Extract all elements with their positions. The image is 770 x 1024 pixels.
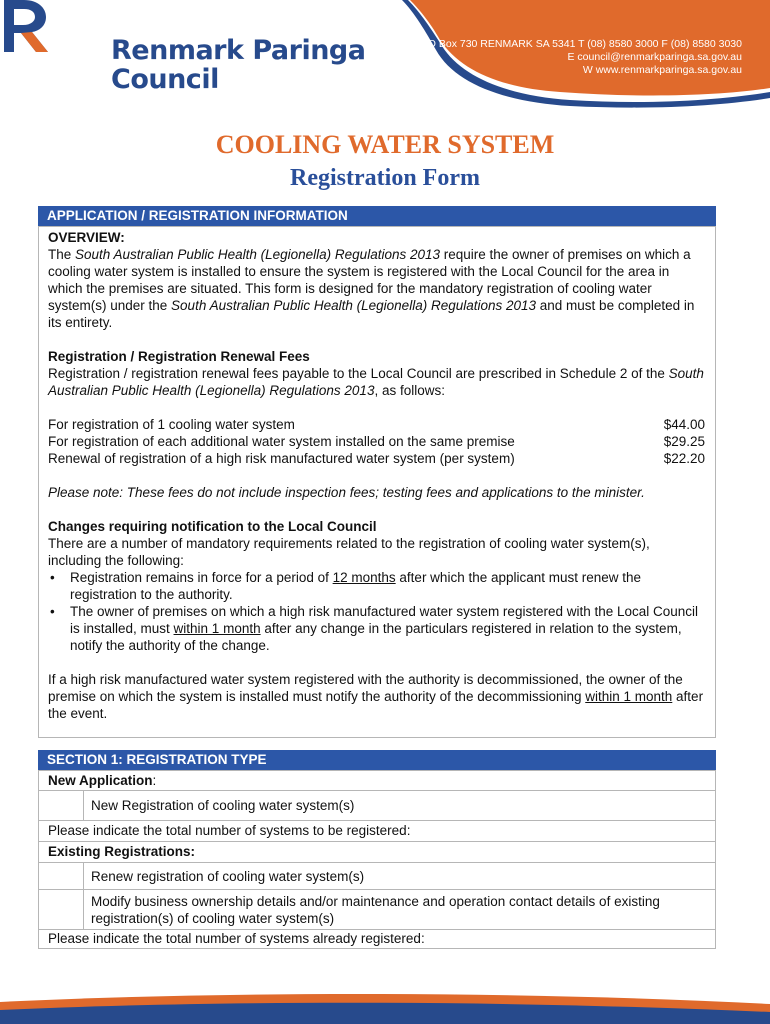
overview-heading: OVERVIEW: bbox=[48, 230, 125, 245]
fees-heading: Registration / Registration Renewal Fees bbox=[48, 349, 310, 364]
fees-intro: Registration / registration renewal fees payable to the Local Council are prescribed in Schedule 2 of the South Australian Public Health (Legionella) Regulations 2013, as follows: bbox=[48, 366, 704, 398]
modify-details-label: Modify business ownership details and/or maintenance and operation contact details of existing registration(s) of cooling water system(s) bbox=[91, 894, 660, 926]
new-application-label: New Application: bbox=[38, 770, 716, 791]
new-registration-label: New Registration of cooling water system(s) bbox=[91, 798, 355, 813]
renew-registration-label: Renew registration of cooling water system(s) bbox=[91, 869, 365, 884]
footer-swoosh bbox=[0, 974, 770, 1024]
fee-row: For registration of 1 cooling water system $44.00 bbox=[48, 417, 705, 432]
fee-row: For registration of each additional water system installed on the same premise $29.25 bbox=[48, 434, 705, 449]
modify-details-checkbox[interactable] bbox=[39, 890, 84, 929]
fees-note: Please note: These fees do not include inspection fees; testing fees and applications to the minister. bbox=[48, 485, 645, 500]
renew-registration-checkbox[interactable] bbox=[39, 863, 84, 889]
new-total-row[interactable] bbox=[38, 821, 716, 842]
decommission-text: If a high risk manufactured water system registered with the authority is decommissioned, the owner of the premise on which the system is installed must notify the authority of the decommissioning within 1 month after the event. bbox=[48, 672, 704, 721]
page-header bbox=[0, 0, 770, 110]
brand-line-2: Council bbox=[111, 64, 219, 95]
fee-row: Renewal of registration of a high risk manufactured water system (per system) $22.20 bbox=[48, 451, 705, 466]
form-subtitle: Registration Form bbox=[290, 165, 480, 191]
existing-registrations-label: Existing Registrations: bbox=[38, 842, 716, 863]
list-item: • Registration remains in force for a period of 12 months after which the applicant must renew the registration to the authority. bbox=[48, 569, 705, 603]
info-section-header: APPLICATION / REGISTRATION INFORMATION bbox=[38, 206, 716, 226]
info-section-box bbox=[38, 226, 716, 738]
existing-total-label: Please indicate the total number of systems already registered: bbox=[48, 931, 425, 946]
contact-address: PO Box 730 RENMARK SA 5341 T (08) 8580 3000 F (08) 8580 3030 bbox=[420, 38, 742, 50]
changes-heading: Changes requiring notification to the Local Council bbox=[48, 519, 377, 534]
contact-website[interactable]: W www.renmarkparinga.sa.gov.au bbox=[582, 64, 742, 76]
existing-total-row[interactable] bbox=[38, 930, 716, 949]
brand-line-1: Renmark Paringa bbox=[111, 35, 366, 66]
contact-email[interactable]: E council@renmarkparinga.sa.gov.au bbox=[567, 51, 742, 63]
list-item: • The owner of premises on which a high risk manufactured water system registered with the Local Council is installed, must within 1 month after any change in the particulars registered in relation to the system, notify the authority of the change. bbox=[48, 603, 705, 654]
overview-text: The South Australian Public Health (Legionella) Regulations 2013 require the owner of premises on which a cooling water system is installed to ensure the system is registered with the Local Council for the area in which the premises are situated. This form is designed for the mandatory registration of cooling water system(s) under the South Australian Public Health (Legionella) Regulations 2013 and must be completed in its entirety. bbox=[48, 247, 695, 330]
changes-list bbox=[48, 569, 705, 654]
council-logo-icon bbox=[0, 0, 50, 52]
modify-details-option[interactable] bbox=[38, 890, 716, 930]
new-registration-option[interactable] bbox=[38, 791, 716, 821]
contact-block bbox=[421, 38, 742, 77]
changes-intro: There are a number of mandatory requirements related to the registration of cooling water system(s), including the following: bbox=[48, 536, 650, 568]
renew-registration-option[interactable] bbox=[38, 863, 716, 890]
new-registration-checkbox[interactable] bbox=[39, 791, 84, 820]
form-title: COOLING WATER SYSTEM bbox=[215, 130, 555, 159]
section1-header: SECTION 1: REGISTRATION TYPE bbox=[38, 750, 716, 770]
new-total-label: Please indicate the total number of systems to be registered: bbox=[48, 823, 411, 838]
council-name bbox=[111, 36, 365, 94]
